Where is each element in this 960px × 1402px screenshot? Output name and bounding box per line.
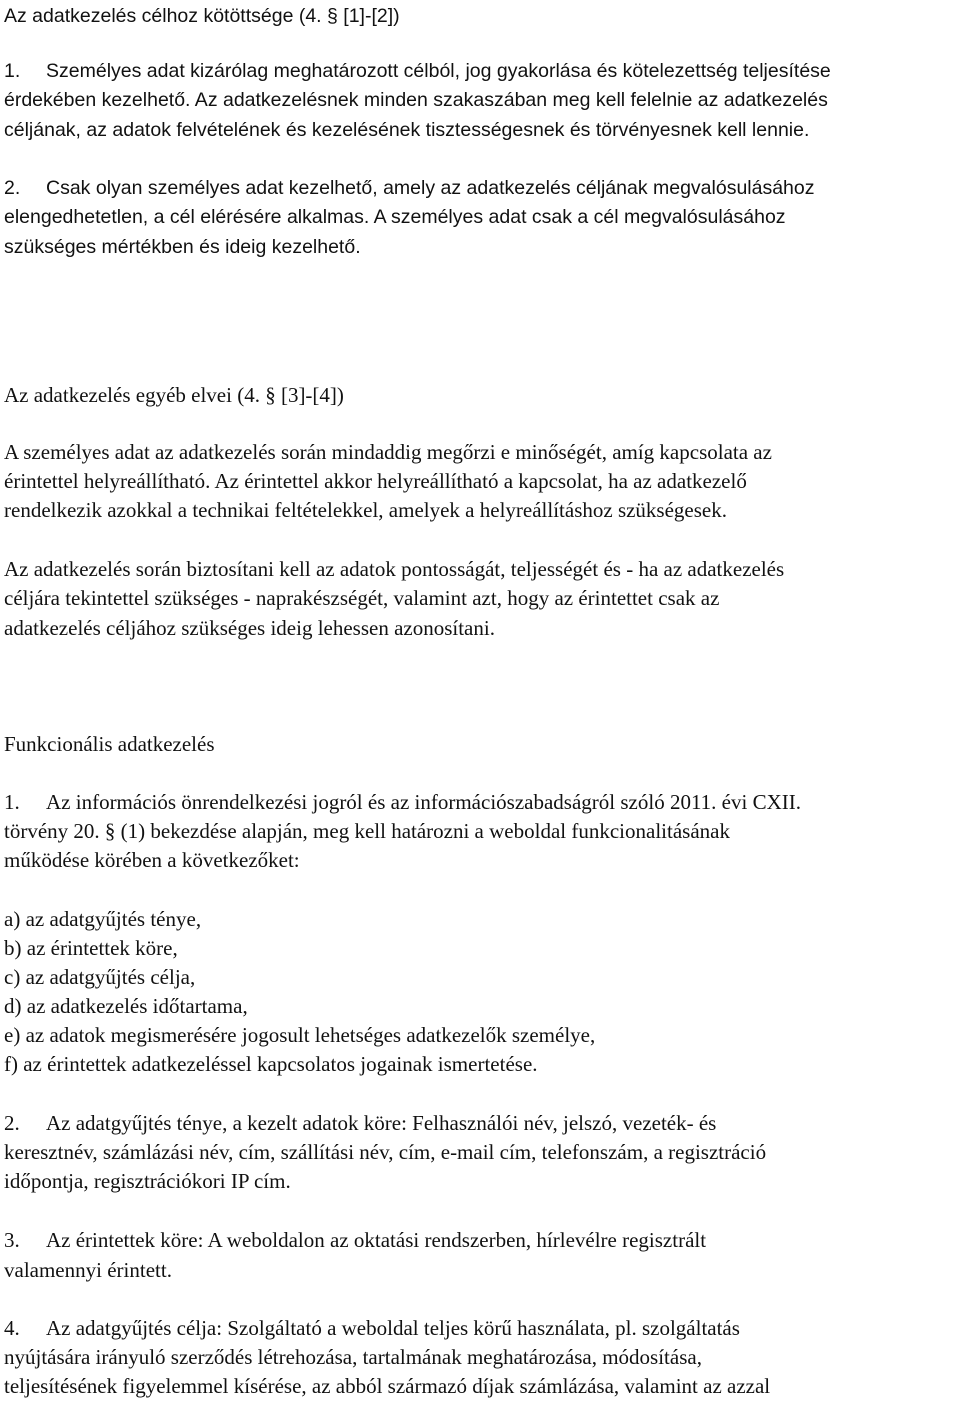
paragraph-line: szükséges mértékben és ideig kezelhető. [4,236,361,258]
paragraph-line: időpontja, regisztrációkori IP cím. [4,1169,291,1193]
paragraph-line: érdekében kezelhető. Az adatkezelésnek minden szakaszában meg kell felelnie az adatkezelés [4,89,828,111]
paragraph-line: nyújtására irányuló szerződés létrehozása, tartalmának meghatározása, módosítása, [4,1345,702,1369]
paragraph-number: 1. [4,790,20,814]
paragraph-line [4,788,801,816]
list-item: b) az érintettek köre, [4,936,178,960]
paragraph-line: keresztnév, számlázási név, cím, szállítási név, cím, e-mail cím, telefonszám, a regisztráció [4,1140,767,1164]
paragraph-text: Az érintettek köre: A weboldalon az oktatási rendszerben, hírlevélre regisztrált [46,1228,707,1252]
paragraph-number: 4. [4,1316,20,1340]
paragraph-line [4,1109,716,1137]
paragraph-line [4,1226,706,1254]
list-item: c) az adatgyűjtés célja, [4,965,196,989]
paragraph-line: valamennyi érintett. [4,1258,172,1282]
list-item: e) az adatok megismerésére jogosult lehetséges adatkezelők személye, [4,1023,596,1047]
paragraph-line: A személyes adat az adatkezelés során mindaddig megőrzi e minőségét, amíg kapcsolata az [4,440,772,464]
paragraph-line [4,1314,740,1342]
paragraph-number: 1. [4,60,21,82]
paragraph-line: adatkezelés céljához szükséges ideig lehessen azonosítani. [4,616,495,640]
paragraph-text: Csak olyan személyes adat kezelhető, amely az adatkezelés céljának megvalósulásához [46,177,815,199]
paragraph-line: céljára tekintettel szükséges - naprakészségét, valamint azt, hogy az érintettet csak az [4,586,720,610]
paragraph-line: érintettel helyreállítható. Az érintettel akkor helyreállítható a kapcsolat, ha az adatkezelő [4,469,747,493]
paragraph-number: 2. [4,1111,20,1135]
list-item: a) az adatgyűjtés ténye, [4,907,202,931]
paragraph-text: Az információs önrendelkezési jogról és az információszabadságról szóló 2011. évi CXII. [46,790,801,814]
paragraph-text: Az adatgyűjtés ténye, a kezelt adatok köre: Felhasználói név, jelszó, vezeték- és [46,1111,717,1135]
paragraph-number: 3. [4,1228,20,1252]
paragraph-line: törvény 20. § (1) bekezdése alapján, meg kell határozni a weboldal funkcionalitásának [4,819,730,843]
section-heading-purpose: Az adatkezelés célhoz kötöttsége (4. § [1]-[2]) [4,5,400,27]
paragraph-line: elengedhetetlen, a cél elérésére alkalmas. A személyes adat csak a cél megvalósulásához [4,206,786,228]
paragraph-line: Az adatkezelés során biztosítani kell az adatok pontosságát, teljességét és - ha az adatkezelés [4,557,785,581]
paragraph-number: 2. [4,177,21,199]
list-item: d) az adatkezelés időtartama, [4,994,248,1018]
paragraph-line [4,57,831,85]
paragraph-line: rendelkezik azokkal a technikai feltételekkel, amelyek a helyreállításhoz szükségesek. [4,498,727,522]
paragraph-line: működése körében a következőket: [4,848,300,872]
paragraph-line [4,174,815,202]
paragraph-text: Személyes adat kizárólag meghatározott célból, jog gyakorlása és kötelezettség teljesítése [46,60,831,82]
list-item: f) az érintettek adatkezeléssel kapcsolatos jogainak ismertetése. [4,1052,538,1076]
paragraph-text: Az adatgyűjtés célja: Szolgáltató a weboldal teljes körű használata, pl. szolgáltatás [46,1316,740,1340]
paragraph-line: teljesítésének figyelemmel kísérése, az abból származó díjak számlázása, valamint az azzal [4,1374,771,1398]
section-heading-functional: Funkcionális adatkezelés [4,732,215,756]
section-heading-principles: Az adatkezelés egyéb elvei (4. § [3]-[4]) [4,383,344,407]
paragraph-line: céljának, az adatok felvételének és kezelésének tisztességesnek és törvényesnek kell lennie. [4,119,810,141]
